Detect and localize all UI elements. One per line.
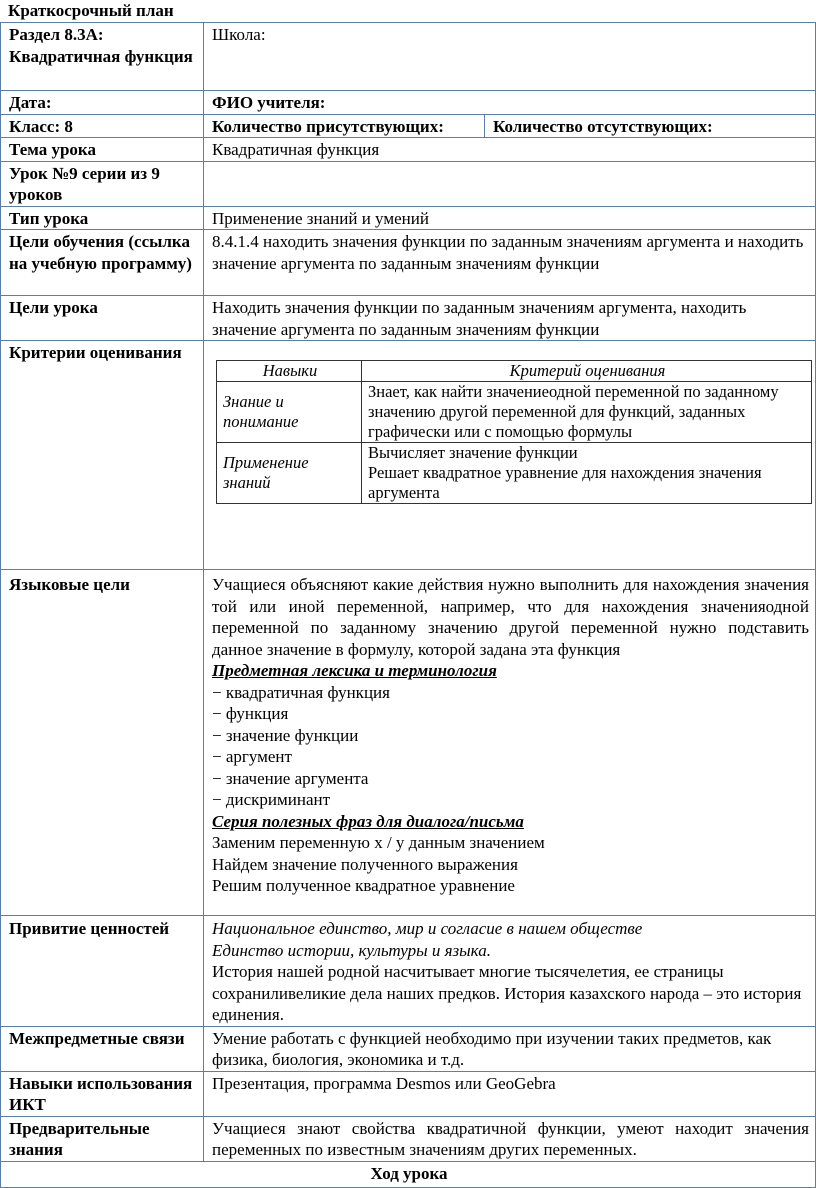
progress-row: [1, 1161, 816, 1187]
type-label: Тип урока: [1, 206, 204, 230]
date-label: Дата:: [1, 91, 204, 115]
vocab-heading: Предметная лексика и терминология: [212, 661, 497, 680]
criteria-skill: Знание и понимание: [217, 382, 362, 443]
class-label: Класс: 8: [1, 114, 204, 138]
values-row: [1, 916, 816, 1027]
language-row: [1, 570, 816, 916]
criteria-skill: Применение знаний: [217, 443, 362, 504]
ict-value: Презентация, программа Desmos или GeoGebra: [204, 1071, 816, 1116]
lesson-label: Урок №9 серии из 9 уроков: [1, 161, 204, 206]
type-row: [1, 206, 816, 230]
lesson-goals-value: Находить значения функции по заданным значениям аргумента, находить значение аргумента по заданным значениям функции: [204, 296, 816, 341]
goals-label: Цели обучения (ссылка на учебную программу): [1, 230, 204, 296]
vocab-item: − квадратичная функция: [212, 682, 390, 702]
phrase-item: Решим полученное квадратное уравнение: [212, 876, 515, 895]
prior-row: [1, 1116, 816, 1161]
values-text: История нашей родной насчитывает многие тысячелетия, ее страницы сохраниливеликие дела наших предков. История казахского народа – это история единения.: [212, 962, 802, 1024]
phrase-item: Найдем значение полученного выражения: [212, 854, 518, 874]
lesson-value: [204, 161, 816, 206]
school-field: Школа:: [204, 23, 816, 91]
language-cell: [204, 570, 816, 916]
type-value: Применение знаний и умений: [204, 206, 816, 230]
topic-value: Квадратичная функция: [204, 138, 816, 162]
vocab-item: − функция: [212, 704, 289, 723]
phrases-heading: Серия полезных фраз для диалога/письма: [212, 811, 524, 831]
criteria-row-item: [217, 382, 812, 443]
class-row: [1, 114, 816, 138]
criteria-label: Критерии оценивания: [1, 341, 204, 570]
cross-value: Умение работать с функцией необходимо при изучении таких предметов, как физика, биология, экономика и т.д.: [204, 1026, 816, 1071]
lesson-goals-label: Цели урока: [1, 296, 204, 341]
vocab-item: − значение функции: [212, 725, 359, 745]
language-label: Языковые цели: [1, 570, 204, 916]
criteria-line: Решает квадратное уравнение для нахождения значения аргумента: [368, 463, 762, 502]
cross-label: Межпредметные связи: [1, 1026, 204, 1071]
criteria-table: [216, 360, 812, 504]
ict-label: Навыки использования ИКТ: [1, 1071, 204, 1116]
progress-heading: Ход урока: [1, 1161, 816, 1187]
vocab-item: − аргумент: [212, 747, 292, 766]
present-field: Количество присутствующих:: [204, 114, 485, 138]
date-row: [1, 91, 816, 115]
ict-row: [1, 1071, 816, 1116]
values-italic-line: Национальное единство, мир и согласие в нашем обществе: [212, 919, 643, 938]
criteria-cell: [204, 341, 816, 570]
section-label: Раздел 8.3А: Квадратичная функция: [1, 23, 204, 91]
goals-row: [1, 230, 816, 296]
lesson-goals-row: [1, 296, 816, 341]
lesson-row: [1, 161, 816, 206]
prior-value: Учащиеся знают свойства квадратичной функции, умеют находит значения переменных по известным значениям других переменных.: [204, 1116, 816, 1161]
criteria-line: Вычисляет значение функции: [368, 443, 578, 462]
values-label: Привитие ценностей: [1, 916, 204, 1027]
goals-value: 8.4.1.4 находить значения функции по заданным значениям аргумента и находить значение аргумента по заданным значениям функции: [204, 230, 816, 296]
absent-field: Количество отсутствующих:: [485, 114, 816, 138]
vocab-item: − значение аргумента: [212, 768, 369, 788]
topic-label: Тема урока: [1, 138, 204, 162]
criteria-text: [362, 443, 812, 504]
criteria-row-item: [217, 443, 812, 504]
values-cell: [204, 916, 816, 1027]
criteria-header-criterion: Критерий оценивания: [362, 361, 812, 382]
document-title: Краткосрочный план: [8, 1, 174, 20]
topic-row: [1, 138, 816, 162]
cross-row: [1, 1026, 816, 1071]
values-italic-line: Единство истории, культуры и языка.: [212, 940, 491, 960]
lesson-plan-table: [0, 22, 816, 1188]
phrase-item: Заменим переменную х / у данным значением: [212, 833, 545, 852]
section-row: [1, 23, 816, 91]
vocab-item: − дискриминант: [212, 790, 331, 809]
criteria-row: [1, 341, 816, 570]
language-intro: Учащиеся объясняют какие действия нужно выполнить для нахождения значения той или иной переменной, например, что для нахождения значенияодной переменной по заданному значению другой переменной нужно подставить данное значение в формулу, которой задана эта функция: [212, 575, 809, 659]
prior-label: Предварительные знания: [1, 1116, 204, 1161]
criteria-header-skills: Навыки: [217, 361, 362, 382]
criteria-text: Знает, как найти значениеодной переменной по заданному значению другой переменной для функций, заданных графически или с помощью формулы: [362, 382, 812, 443]
teacher-field: ФИО учителя:: [204, 91, 816, 115]
